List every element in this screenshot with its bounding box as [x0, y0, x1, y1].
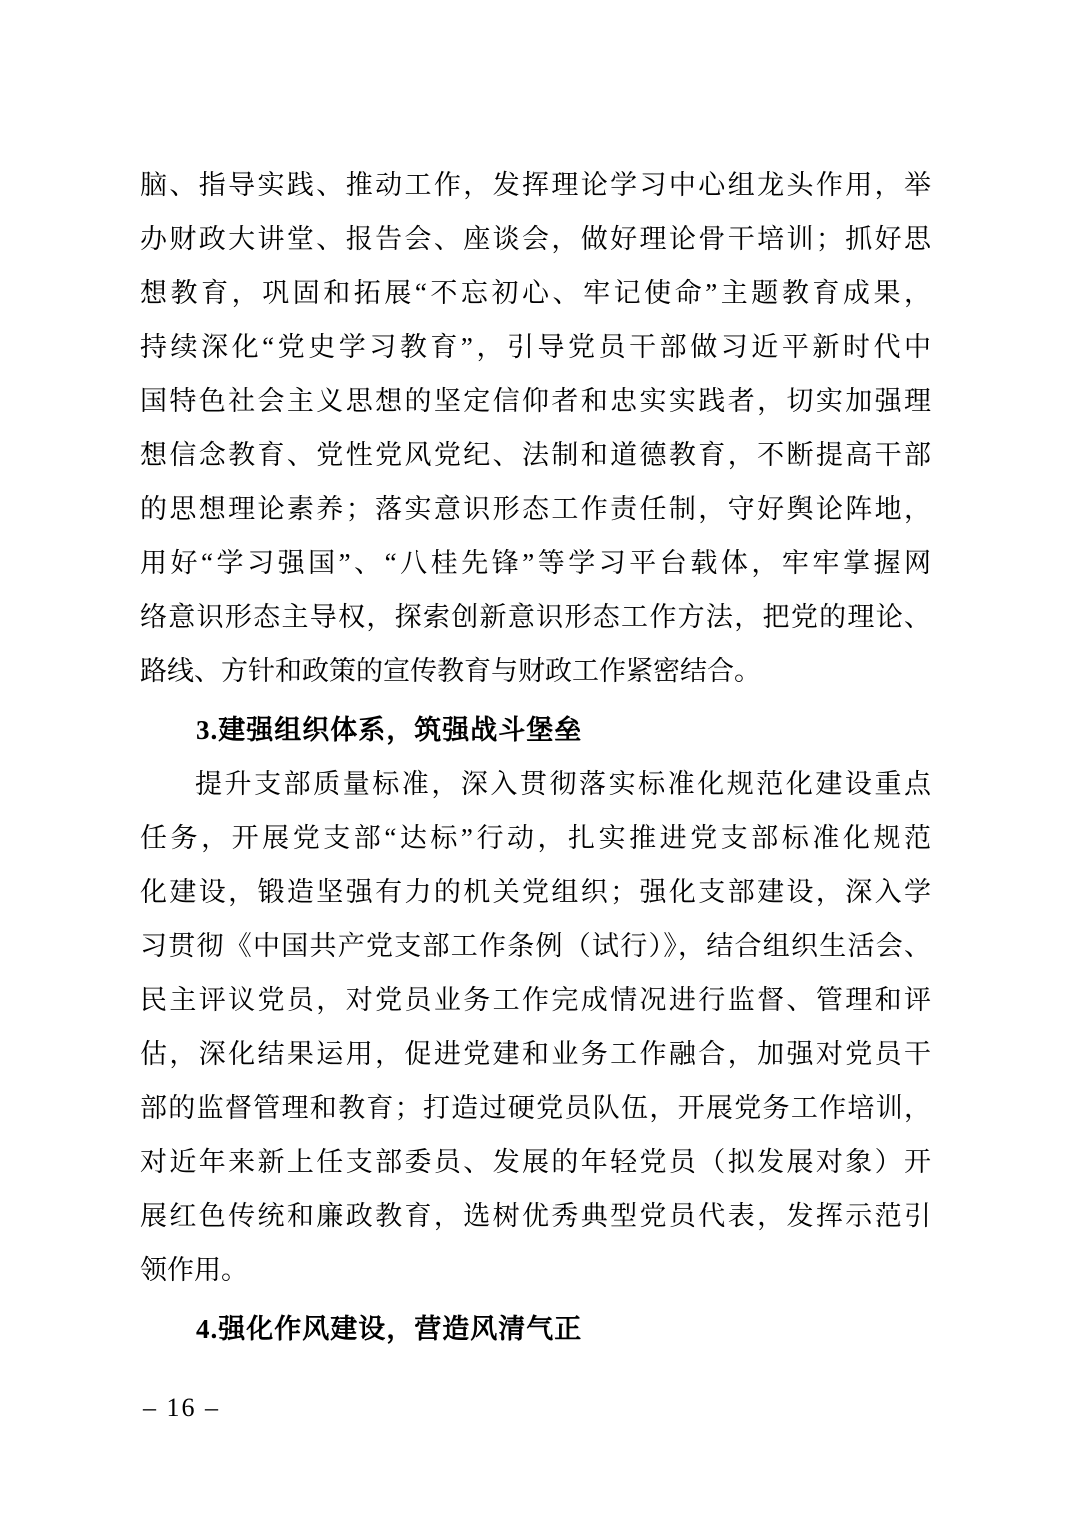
page-number: – 16 –: [143, 1393, 220, 1422]
text-line: 习贯彻《中国共产党支部工作条例（试行）》，结合组织生活会、: [140, 931, 931, 961]
text-line: 持续深化“党史学习教育”，引导党员干部做习近平新时代中: [140, 332, 931, 362]
text-line: 想教育，巩固和拓展“不忘初心、牢记使命”主题教育成果，: [140, 278, 931, 308]
text-line: 办财政大讲堂、报告会、座谈会，做好理论骨干培训；抓好思: [140, 224, 931, 254]
text-line: 的思想理论素养；落实意识形态工作责任制，守好舆论阵地，: [140, 494, 931, 524]
text-line: 展红色传统和廉政教育，选树优秀典型党员代表，发挥示范引: [140, 1201, 931, 1231]
text-line: 部的监督管理和教育；打造过硬党员队伍，开展党务工作培训，: [140, 1093, 931, 1123]
text-line: 脑、指导实践、推动工作，发挥理论学习中心组龙头作用，举: [140, 170, 931, 200]
text-line: 提升支部质量标准，深入贯彻落实标准化规范化建设重点: [195, 769, 931, 799]
text-line: 用好“学习强国”、“八桂先锋”等学习平台载体，牢牢掌握网: [140, 548, 931, 578]
section-heading: 3.建强组织体系，筑强战斗堡垒: [196, 715, 583, 745]
text-line: 对近年来新上任支部委员、发展的年轻党员（拟发展对象）开: [140, 1147, 931, 1177]
text-line: 民主评议党员，对党员业务工作完成情况进行监督、管理和评: [140, 985, 931, 1015]
document-text-block: [140, 158, 931, 1356]
text-line: 化建设，锻造坚强有力的机关党组织；强化支部建设，深入学: [140, 877, 931, 907]
text-line: 领作用。: [140, 1255, 248, 1285]
text-line: 国特色社会主义思想的坚定信仰者和忠实实践者，切实加强理: [140, 386, 931, 416]
section-heading: 4.强化作风建设，营造风清气正: [196, 1314, 583, 1344]
text-line: 任务，开展党支部“达标”行动，扎实推进党支部标准化规范: [140, 823, 931, 853]
text-line: 络意识形态主导权，探索创新意识形态工作方法，把党的理论、: [140, 602, 931, 632]
text-line: 估，深化结果运用，促进党建和业务工作融合，加强对党员干: [140, 1039, 931, 1069]
text-line: 想信念教育、党性党风党纪、法制和道德教育，不断提高干部: [140, 440, 931, 470]
text-line: 路线、方针和政策的宣传教育与财政工作紧密结合。: [140, 656, 761, 686]
